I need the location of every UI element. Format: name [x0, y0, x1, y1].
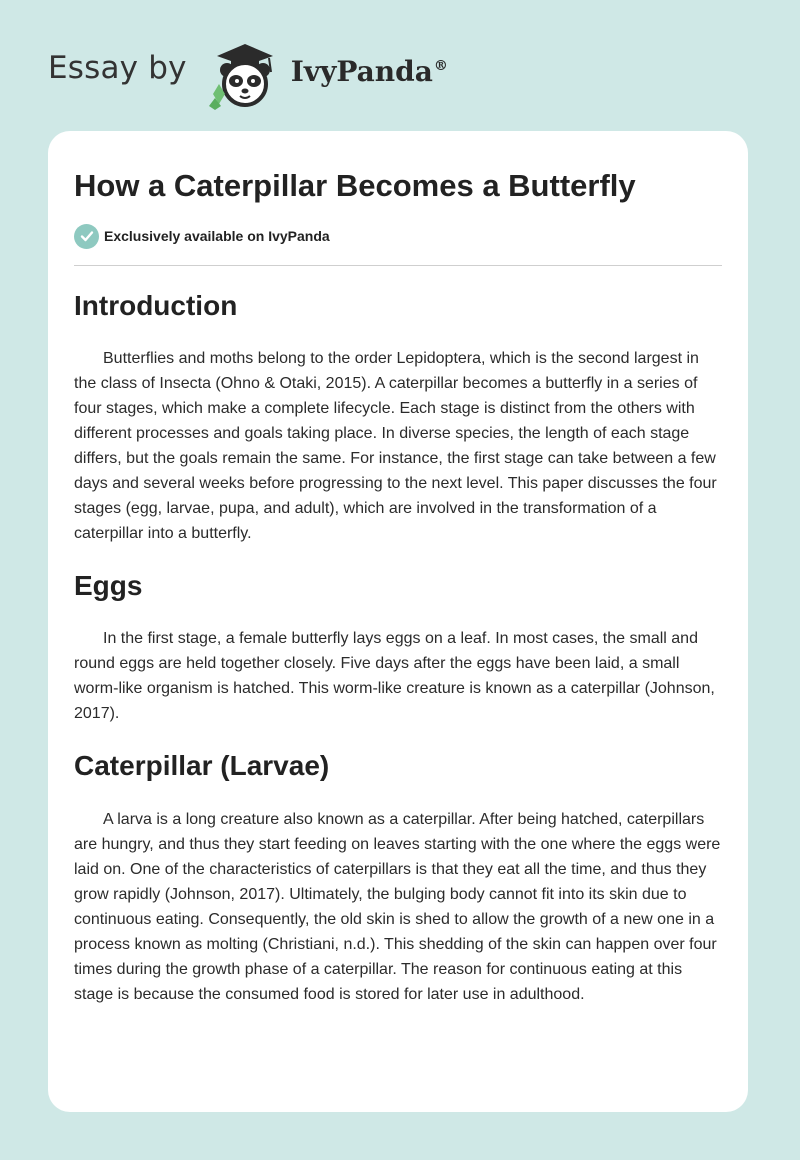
badge-text: Exclusively available on IvyPanda [104, 228, 330, 244]
section-heading: Caterpillar (Larvae) [74, 750, 330, 781]
divider [74, 265, 722, 266]
section-heading: Eggs [74, 570, 143, 601]
availability-badge [74, 223, 722, 249]
section-paragraph: In the first stage, a female butterfly lays eggs on a leaf. In most cases, the small and round eggs are held together closely. Five days after the eggs have been laid, a small worm-like organism is hatched. This worm-like creature is known as a caterpillar (Johnson, 2017). [74, 630, 715, 722]
section-caterpillar-larvae [74, 749, 722, 1007]
ivypanda-logo-icon [205, 34, 285, 110]
brand-header [48, 34, 448, 110]
brand-name-text: IvyPanda [290, 54, 433, 88]
registered-mark: ® [433, 58, 448, 75]
section-paragraph: A larva is a long creature also known as a caterpillar. After being hatched, caterpillars are hungry, and thus they start feeding on leaves starting with the one where the eggs were laid on. One of the characteristics of caterpillars is that they eat all the time, and thus they grow rapidly (Johnson, 2017). Ultimately, the bulging body cannot fit into its skin due to continuous eating. Consequently, the old skin is shed to allow the growth of a new one in a process known as molting (Christiani, n.d.). This shedding of the skin can happen over four times during the growth phase of a caterpillar. The reason for continuous eating at this stage is because the consumed food is stored for later use in adulthood. [74, 811, 721, 1003]
section-introduction [74, 289, 722, 546]
page-title: How a Caterpillar Becomes a Butterfly [74, 168, 636, 203]
brand-name [291, 55, 448, 88]
essay-card [48, 131, 748, 1112]
section-paragraph: Butterflies and moths belong to the order Lepidoptera, which is the second largest in the class of Insecta (Ohno & Otaki, 2015). A caterpillar becomes a butterfly in a series of four stages, which make a complete lifecycle. Each stage is distinct from the others with different processes and goals taking place. In diverse species, the length of each stage differs, but the goals remain the same. For instance, the first stage can take between a few days and several weeks before progressing to the next level. This paper discusses the four stages (egg, larvae, pupa, and adult), which are involved in the transformation of a caterpillar into a butterfly. [74, 350, 717, 542]
check-icon [74, 224, 99, 249]
section-eggs [74, 569, 722, 726]
section-heading: Introduction [74, 290, 238, 321]
brand-prefix: Essay by [48, 50, 187, 86]
